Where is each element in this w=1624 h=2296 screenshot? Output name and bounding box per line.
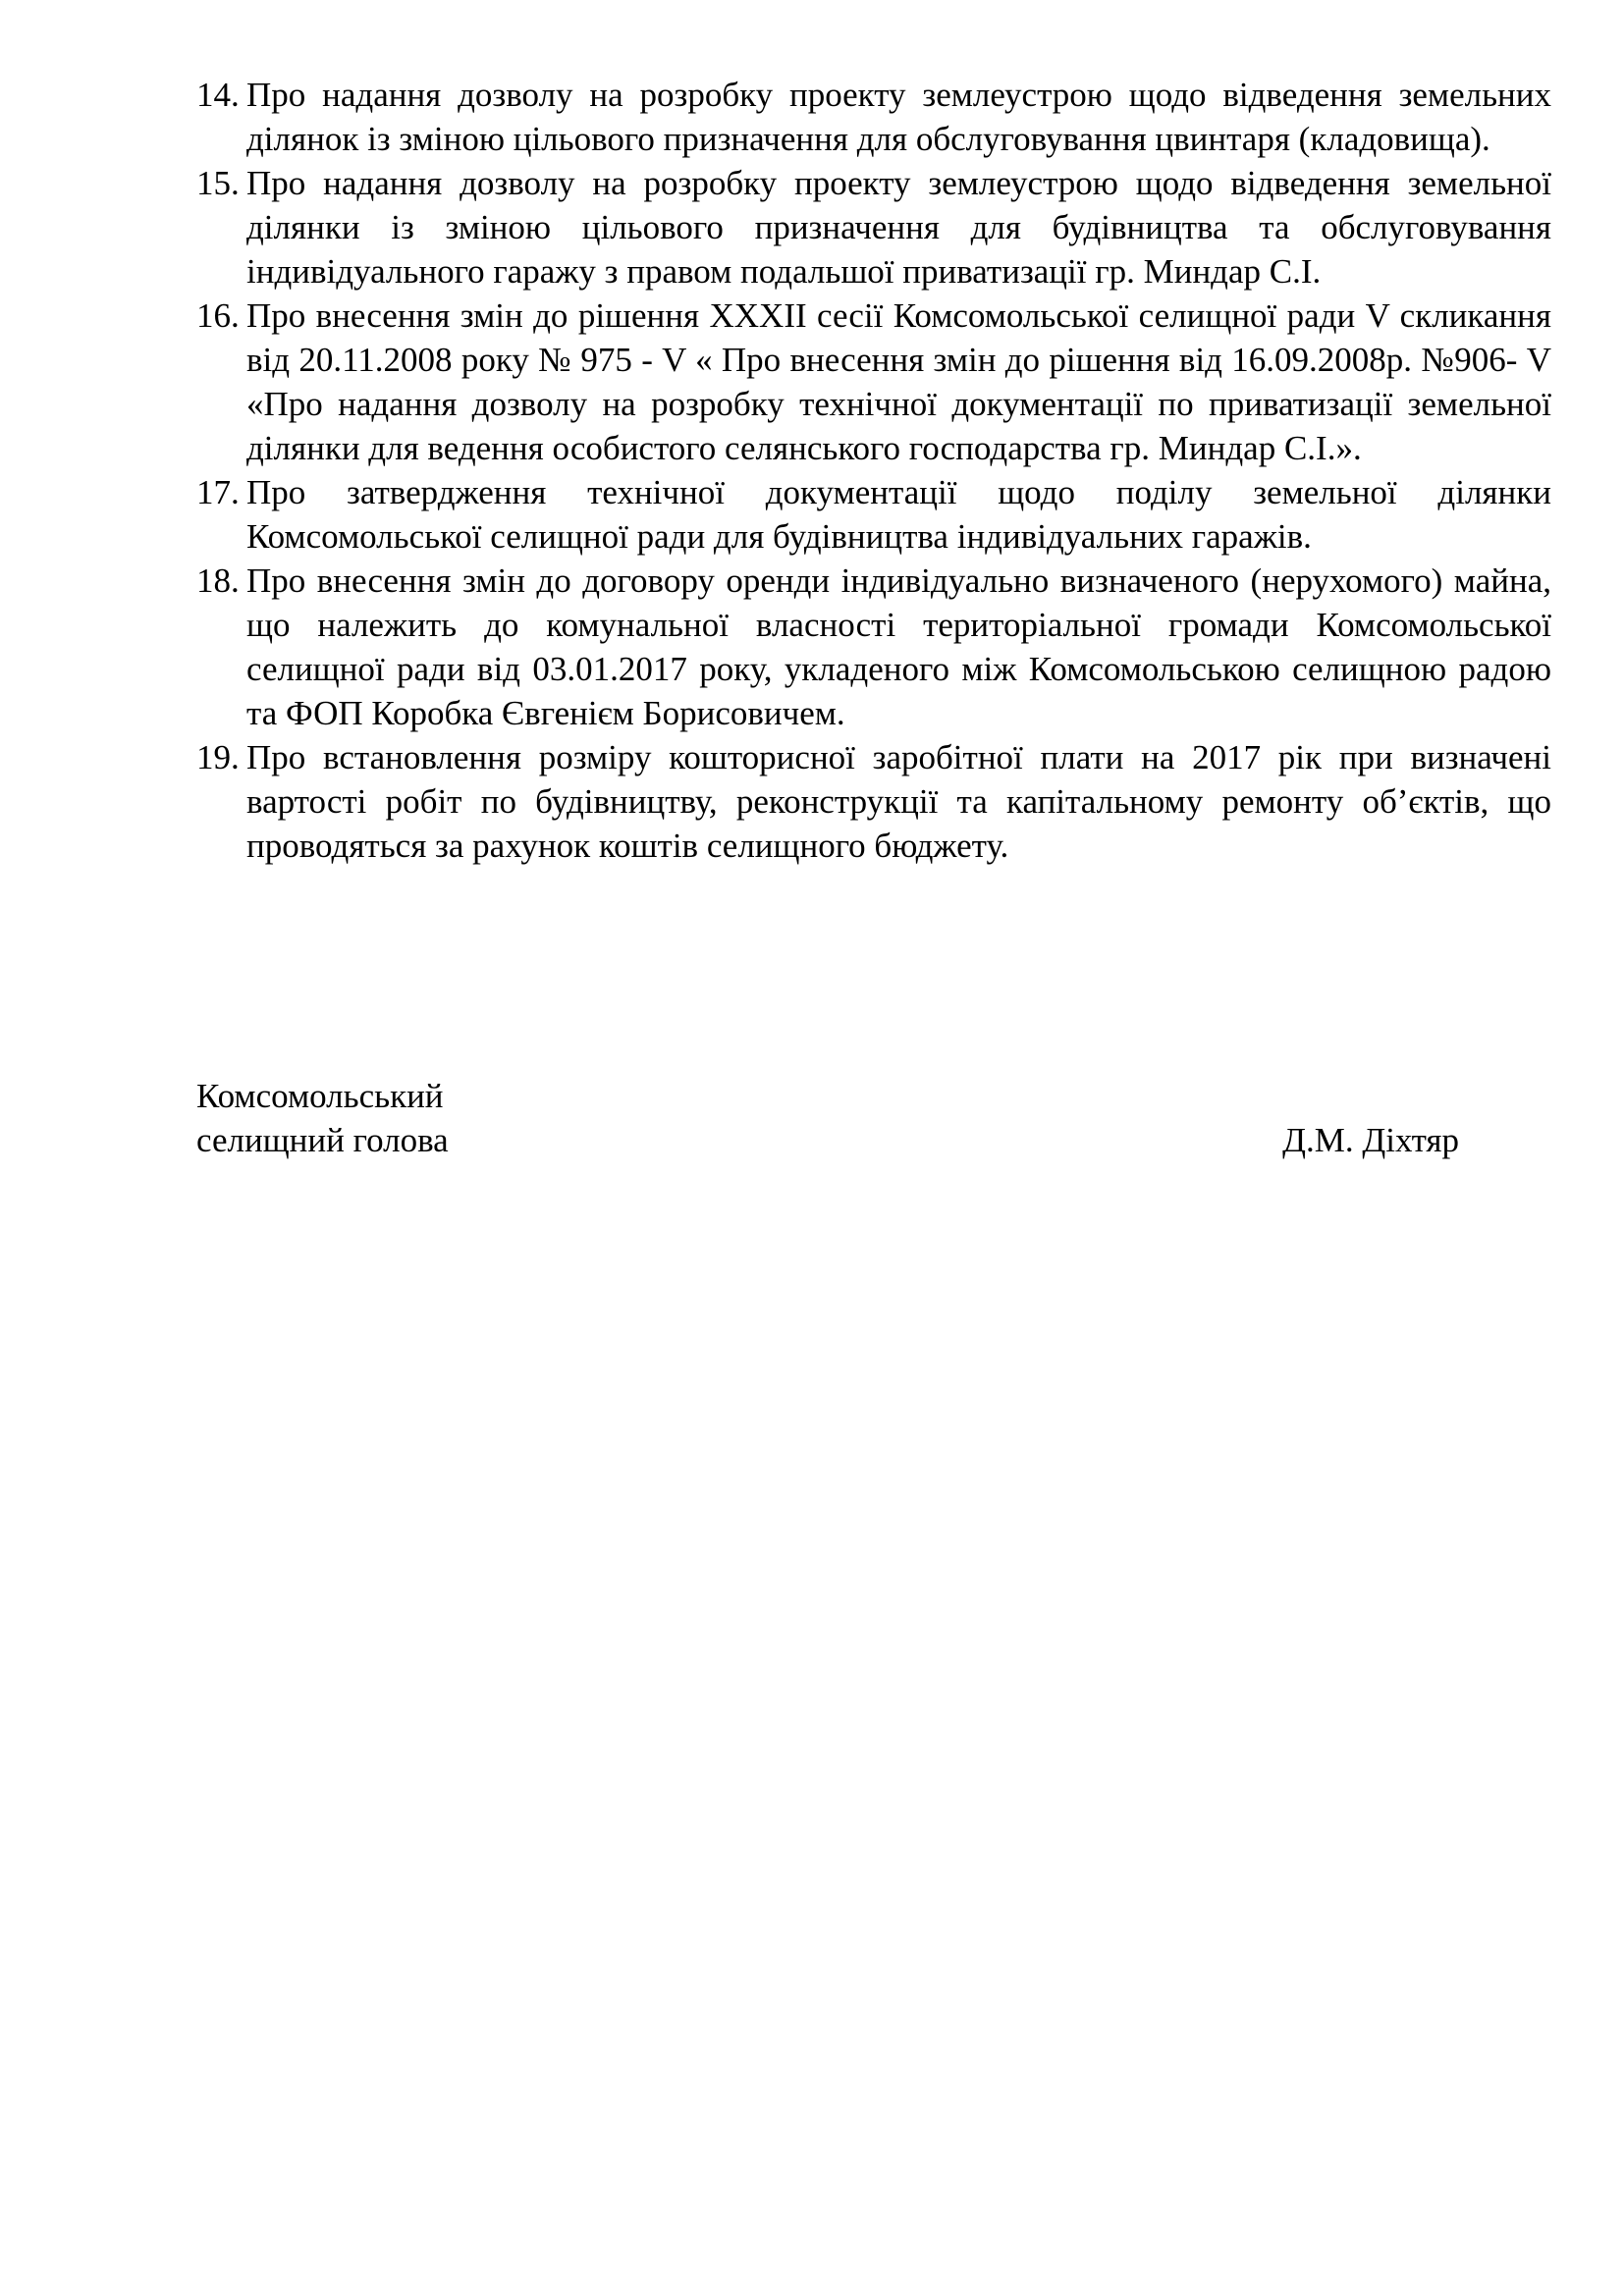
agenda-item-text: Про внесення змін до рішення XXXII сесії Комсомольської селищної ради V скликання від 20.11.2008 року № 975 - V « Про внесення змін до рішення від 16.09.2008р. №906- V «Про надання дозволу на розробку технічної документації по приватизації земельної ділянки для ведення особистого селянського господарства гр. Миндар С.І.». [246,296,1551,467]
agenda-item-number: 19. [196,738,240,776]
signature-position-line1: Комсомольський [196,1077,444,1115]
agenda-list [196,73,1551,868]
signature-position-line2-row [196,1118,1459,1162]
agenda-item-text: Про надання дозволу на розробку проекту землеустрою щодо відведення земельної ділянки із зміною цільового призначення для будівництва та обслуговування індивідуального гаражу з правом подальшої приватизації гр. Миндар С.І. [246,164,1551,291]
agenda-item-17 [196,470,1551,559]
agenda-item-number: 15. [196,164,240,202]
agenda-item-text: Про встановлення розміру кошторисної заробітної плати на 2017 рік при визначені вартості робіт по будівництву, реконструкції та капітальному ремонту об’єктів, що проводяться за рахунок коштів селищного бюджету. [246,738,1551,865]
agenda-item-16 [196,294,1551,470]
agenda-item-number: 14. [196,76,240,114]
agenda-item-14 [196,73,1551,161]
agenda-item-text: Про надання дозволу на розробку проекту землеустрою щодо відведення земельних ділянок із зміною цільового призначення для обслуговування цвинтаря (кладовища). [246,76,1551,158]
signature-position-line2: селищний голова [196,1121,449,1159]
agenda-item-number: 16. [196,296,240,335]
agenda-item-text: Про внесення змін до договору оренди індивідуально визначеного (нерухомого) майна, що належить до комунальної власності територіальної громади Комсомольської селищної ради від 03.01.2017 року, укладеного між Комсомольською селищною радою та ФОП Коробка Євгенієм Борисовичем. [246,561,1551,732]
agenda-item-number: 17. [196,473,240,511]
agenda-item-number: 18. [196,561,240,600]
agenda-item-18 [196,559,1551,735]
agenda-item-15 [196,161,1551,294]
signatory-name: Д.М. Діхтяр [1282,1121,1459,1159]
agenda-item-19 [196,735,1551,868]
agenda-item-text: Про затвердження технічної документації щодо поділу земельної ділянки Комсомольської селищної ради для будівництва індивідуальних гаражів. [246,473,1551,556]
signature-block [196,1074,1459,1162]
